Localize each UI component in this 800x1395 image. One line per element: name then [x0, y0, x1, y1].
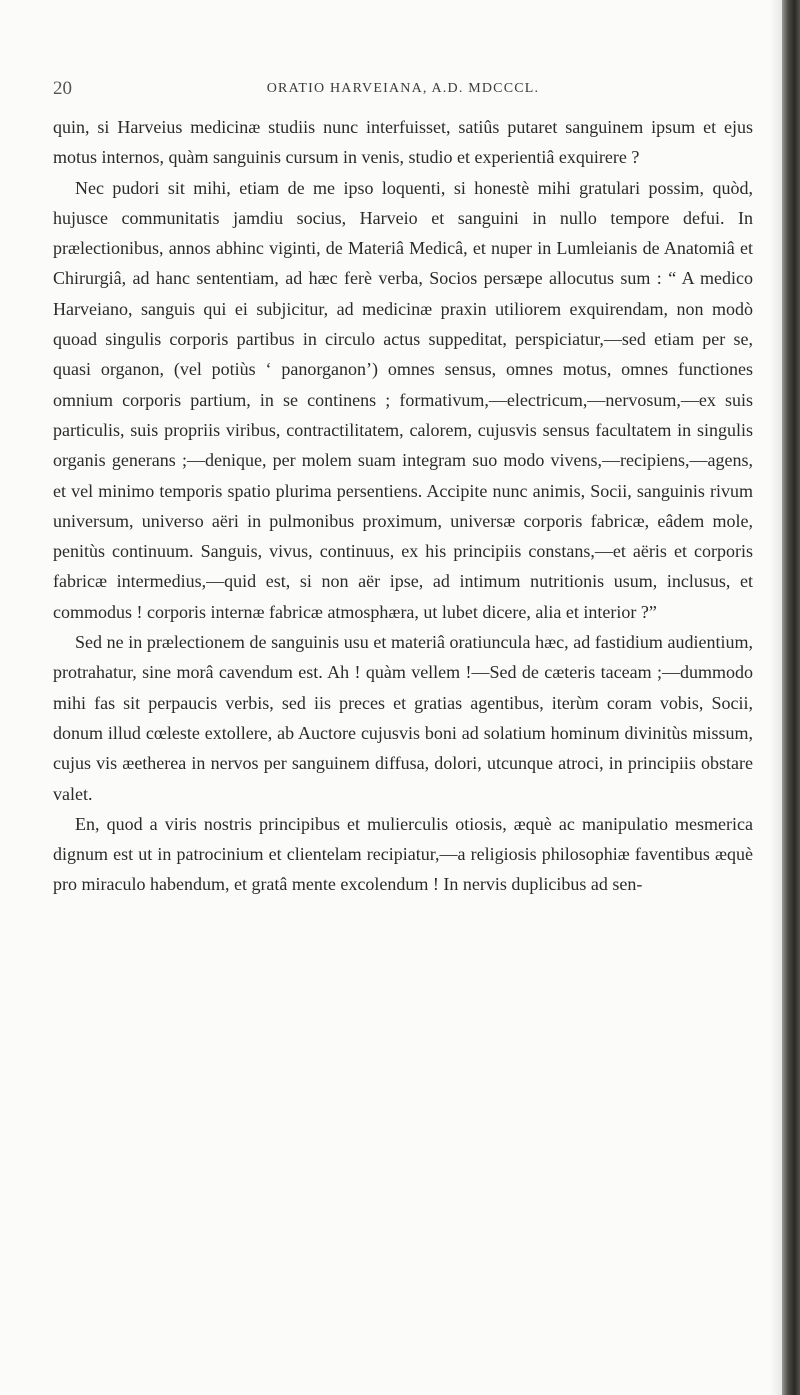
page-number: 20 [53, 78, 72, 99]
book-binding-edge [782, 0, 800, 1395]
paragraph: quin, si Harveius medicinæ studiis nunc interfuisset, satiûs putaret sanguinem ipsum et ejus motus internos, quàm sanguinis cursum in venis, studio et experientiâ exquirere ? [53, 117, 753, 168]
paragraph: Nec pudori sit mihi, etiam de me ipso loquenti, si honestè mihi gratulari possim, quòd, hujusce communitatis jamdiu socius, Harveio et sanguini in nullo tempore defui. In prælectionibus, annos abhinc viginti, de Materiâ Medicâ, et nuper in Lumleianis de Anatomiâ et Chirurgiâ, ad hanc sententiam, ad hæc ferè verba, Socios persæpe allocutus sum : “ A medico Harveiano, sanguis qui ei subjicitur, ad medicinæ praxin utiliorem exquirendam, non modò quoad singulis corporis partibus in circulo actus suppeditat, perspiciatur,—sed etiam per se, quasi organon, (vel potiùs ‘ panorganon’) omnes sensus, omnes motus, omnes functiones omnium corporis partium, in se continens ; formativum,—electricum,—nervosum,—ex suis particulis, suis propriis viribus, contractilitatem, calorem, cujusvis sensus facultatem in singulis organis generans ;—denique, per molem suam integram suo modo vivens,—recipiens,—agens, et vel minimo temporis spatio plurima persentiens. Accipite nunc animis, Socii, sanguinis rivum universum, universo aëri in pulmonibus proximum, universæ corporis fabricæ, eâdem mole, penitùs continuum. Sanguis, vivus, continuus, ex his principiis constans,—et aëris et corporis fabricæ intermedius,—quid est, si non aër ipse, ad intimum nutritionis usum, inclusus, et commodus ! corporis internæ fabricæ atmosphæra, ut lubet dicere, alia et interior ?” [53, 177, 753, 622]
running-title: ORATIO HARVEIANA, A.D. MDCCCL. [266, 81, 540, 96]
page-header [53, 78, 753, 108]
paragraph: Sed ne in prælectionem de sanguinis usu et materiâ oratiuncula hæc, ad fastidium audientium, protrahatur, sine morâ cavendum est. Ah ! quàm vellem !—Sed de cæteris taceam ;—dummodo mihi fas sit perpaucis verbis, sed iis preces et gratias agentibus, iterùm coram vobis, Socii, donum illud cœleste extollere, ab Auctore cujusvis boni ad solatium hominum divinitùs missum, cujus vis æetherea in nervos per sanguinem diffusa, dolori, utcunque atroci, in principiis obstare valet. [53, 632, 753, 804]
binding-shadow [770, 0, 782, 1395]
body-text [53, 112, 753, 900]
paragraph: En, quod a viris nostris principibus et mulierculis otiosis, æquè ac manipulatio mesmerica dignum est ut in patrocinium et clientelam recipiatur,—a religiosis philosophiæ faventibus æquè pro miraculo habendum, et gratâ mente excolendum ! In nervis duplicibus ad sen- [53, 813, 753, 895]
